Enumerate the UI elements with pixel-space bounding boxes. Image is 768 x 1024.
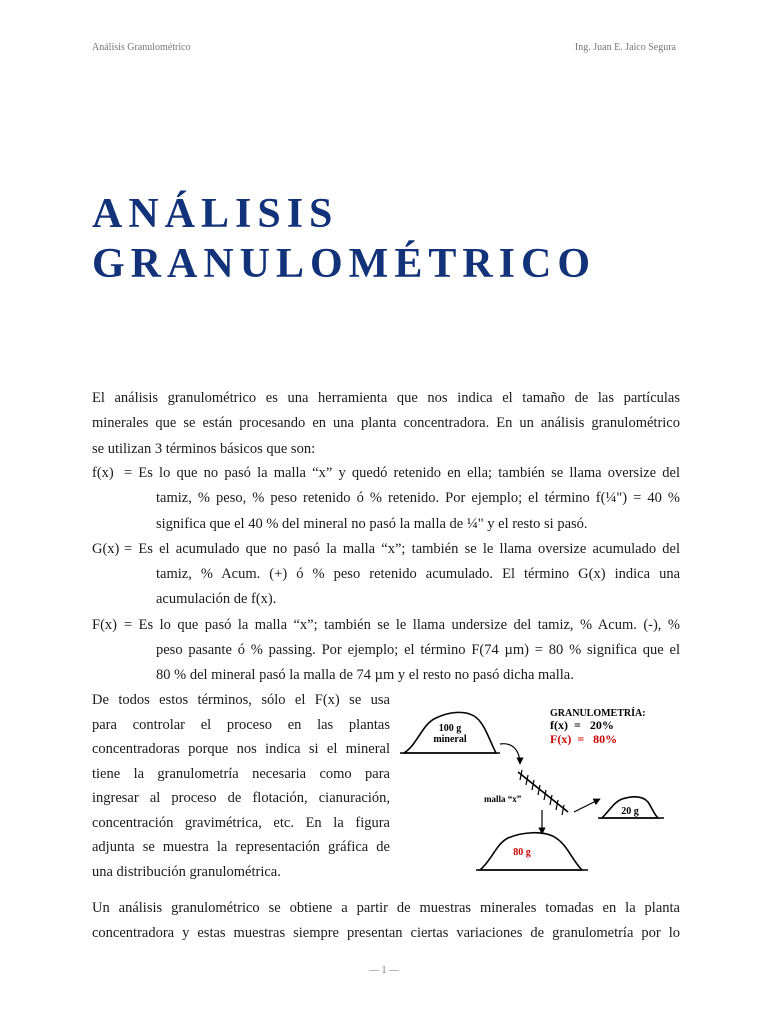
- bottom-paragraph: [92, 896, 680, 947]
- definition-line: = Es el acumulado que no pasó la malla “x”; también se le llama oversize acumulado del: [124, 540, 680, 557]
- term-Fx: [92, 613, 680, 689]
- term-label: f(x): [92, 465, 114, 481]
- definition-line: = Es lo que no pasó la malla “x” y quedó retenido en ella; también se llama oversize del: [124, 465, 680, 481]
- paragraph-line: concentración gravimétrica, etc. En la figura: [92, 814, 390, 831]
- paragraph-line: tiene la granulometría necesaria como para: [92, 765, 390, 782]
- paragraph-line: adjunta se muestra la representación gráfica de: [92, 839, 390, 855]
- term-definition: [124, 537, 680, 613]
- definition-line: tamiz, % Acum. (+) ó % peso retenido acumulado. El término G(x) indica una: [156, 566, 680, 583]
- paragraph-line: concentradoras porque nos indica si el mineral: [92, 741, 390, 757]
- feed-pile-label-2: mineral: [433, 734, 467, 745]
- mesh-screen: [518, 770, 568, 815]
- intro-line: se utilizan 3 términos básicos que son:: [92, 440, 316, 457]
- paragraph-line: De todos estos términos, sólo el F(x) se usa: [92, 692, 390, 708]
- running-header-right: Ing. Juan E. Jaico Segura: [574, 42, 676, 53]
- paragraph-line: una distribución granulométrica.: [92, 863, 281, 880]
- undersize-label: 80 g: [513, 847, 531, 858]
- oversize-arrow: [574, 799, 600, 812]
- intro-line: El análisis granulométrico es una herramienta que nos indica el tamaño de las partículas: [92, 390, 680, 406]
- definition-line: tamiz, % peso, % peso retenido ó % retenido. Por ejemplo; el término f(¼") = 40 %: [156, 490, 680, 507]
- paragraph-line: concentradora y estas muestras siempre presentan ciertas variaciones de granulometría por lo: [92, 925, 680, 942]
- figure-fx-value: f(x) = 20%: [550, 718, 614, 732]
- paragraph-line: Un análisis granulométrico se obtiene a partir de muestras minerales tomadas en la planta: [92, 900, 680, 916]
- undersize-pile: [480, 833, 582, 870]
- feed-arrow: [500, 744, 520, 764]
- figure-Fx-value: F(x) = 80%: [550, 732, 618, 746]
- definition-line: acumulación de f(x).: [156, 591, 277, 608]
- term-fx: [92, 461, 680, 537]
- left-column-paragraph: [92, 688, 390, 884]
- paragraph-line: para controlar el proceso en las plantas: [92, 716, 390, 733]
- page-number: — 1 —: [369, 965, 399, 976]
- term-label: G(x): [92, 540, 120, 557]
- title-line-1: ANÁLISIS: [92, 191, 339, 237]
- intro-line: minerales que se están procesando en una planta concentradora. En un análisis granulométrico: [92, 415, 680, 432]
- title-line-2: GRANULOMÉTRICO: [92, 241, 597, 287]
- intro-paragraph: [92, 386, 680, 462]
- paragraph-line: ingresar al proceso de flotación, cianuración,: [92, 790, 390, 806]
- term-label: F(x): [92, 616, 117, 633]
- figure-heading: GRANULOMETRÍA:: [550, 708, 646, 719]
- granulometry-figure: [396, 692, 686, 882]
- definition-line: 80 % del mineral pasó la malla de 74 µm y el resto no pasó dicha malla.: [156, 667, 574, 684]
- terms-list: [92, 461, 680, 689]
- definition-line: peso pasante ó % passing. Por ejemplo; el término F(74 µm) = 80 % significa que el: [156, 642, 680, 659]
- feed-pile-label-1: 100 g: [438, 723, 462, 734]
- term-definition: [124, 613, 680, 689]
- definition-line: significa que el 40 % del mineral no pasó la malla de ¼" y el resto si pasó.: [156, 515, 588, 532]
- term-gx: [92, 537, 680, 613]
- term-definition: [124, 461, 680, 537]
- definition-line: = Es lo que pasó la malla “x”; también se le llama undersize del tamiz, % Acum. (-), %: [124, 616, 680, 633]
- running-header-left: Análisis Granulométrico: [92, 42, 191, 53]
- oversize-label: 20 g: [621, 806, 639, 817]
- mesh-label: malla “x”: [484, 794, 522, 804]
